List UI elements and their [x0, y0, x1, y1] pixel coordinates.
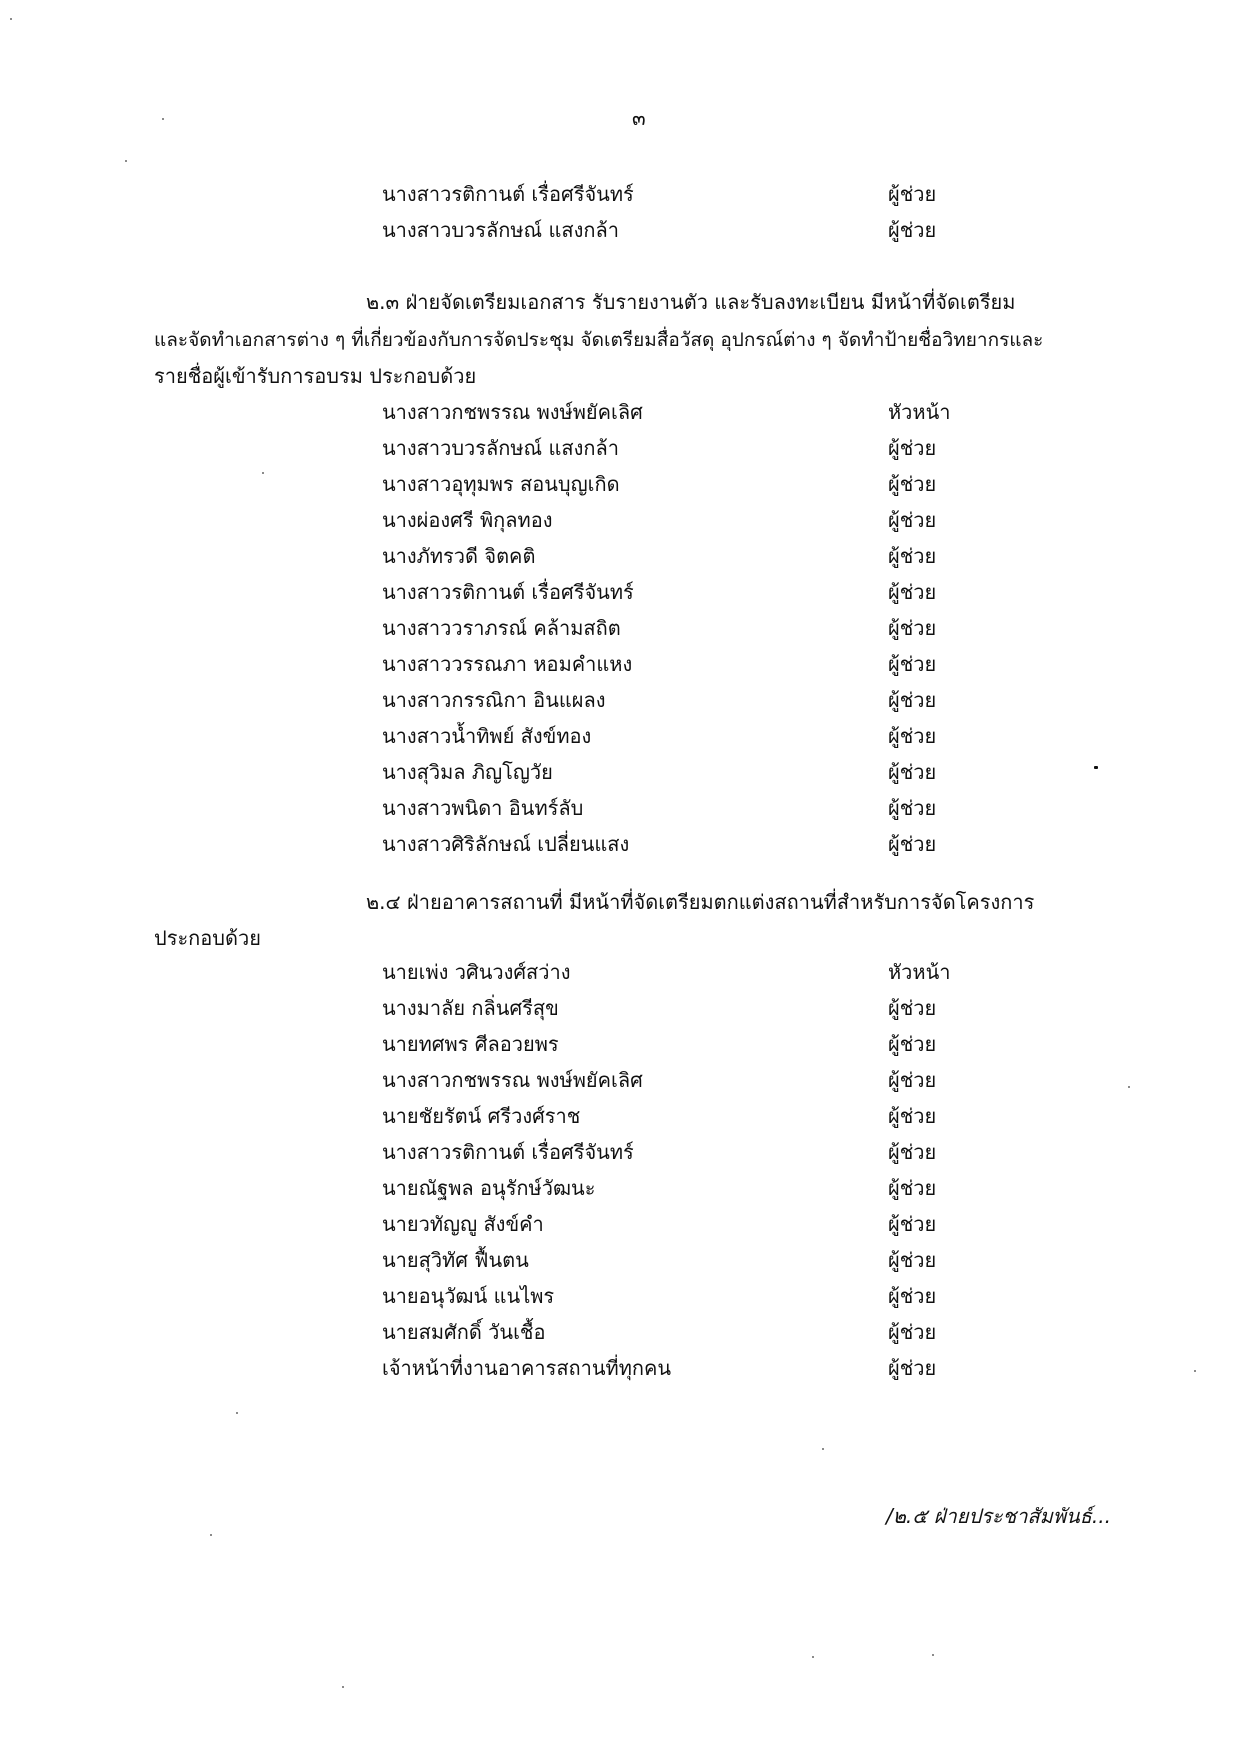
scan-speck	[1128, 1086, 1130, 1088]
member-name: นางสาวน้ำทิพย์ สังข์ทอง	[382, 724, 592, 748]
member-role: ผู้ช่วย	[888, 182, 937, 206]
member-name: นายทศพร ศีลอวยพร	[382, 1032, 559, 1056]
member-role: ผู้ช่วย	[888, 1212, 937, 1236]
member-name: นางสาวกชพรรณ พงษ์พยัคเลิศ	[382, 400, 643, 424]
member-role: ผู้ช่วย	[888, 1032, 937, 1056]
member-name: นางภัทรวดี จิตคติ	[382, 544, 536, 568]
member-role: ผู้ช่วย	[888, 508, 937, 532]
scan-speck	[262, 472, 264, 474]
member-role: ผู้ช่วย	[888, 436, 937, 460]
member-role: ผู้ช่วย	[888, 472, 937, 496]
member-role: ผู้ช่วย	[888, 724, 937, 748]
member-name: เจ้าหน้าที่งานอาคารสถานที่ทุกคน	[382, 1356, 672, 1380]
member-role: ผู้ช่วย	[888, 218, 937, 242]
member-name: นางสาววราภรณ์ คล้ามสถิต	[382, 616, 621, 640]
member-role: ผู้ช่วย	[888, 1248, 937, 1272]
scan-speck	[342, 1686, 344, 1688]
member-name: นางผ่องศรี พิกุลทอง	[382, 508, 553, 532]
member-name: นางสุวิมล ภิญโญวัย	[382, 760, 553, 784]
scan-speck	[932, 1654, 934, 1656]
member-name: นายเพ่ง วศินวงศ์สว่าง	[382, 960, 571, 984]
member-name: นางสาวรติกานต์ เรื่อศรีจันทร์	[382, 580, 634, 604]
section-heading: ๒.๓ ฝ่ายจัดเตรียมเอกสาร รับรายงานตัว และรับลงทะเบียน มีหน้าที่จัดเตรียม	[366, 290, 1016, 314]
member-name: นางสาวอุทุมพร สอนบุญเกิด	[382, 472, 620, 496]
member-name: นายสมศักดิ์ วันเชื้อ	[382, 1320, 546, 1344]
member-role: หัวหน้า	[888, 960, 951, 984]
scan-speck	[236, 1412, 238, 1414]
scan-speck	[162, 118, 164, 120]
member-name: นางสาวรติกานต์ เรื่อศรีจันทร์	[382, 182, 634, 206]
page-number: ๓	[632, 106, 646, 130]
member-role: ผู้ช่วย	[888, 760, 937, 784]
section-body: รายชื่อผู้เข้ารับการอบรม ประกอบด้วย	[154, 364, 477, 388]
member-name: นางสาวกรรณิกา อินแผลง	[382, 688, 606, 712]
member-role: ผู้ช่วย	[888, 1140, 937, 1164]
section-body: ประกอบด้วย	[154, 926, 261, 950]
member-name: นางมาลัย กลิ่นศรีสุข	[382, 996, 559, 1020]
scan-speck	[1094, 766, 1098, 769]
scan-speck	[210, 1534, 212, 1536]
member-role: ผู้ช่วย	[888, 580, 937, 604]
member-role: ผู้ช่วย	[888, 616, 937, 640]
member-role: ผู้ช่วย	[888, 1284, 937, 1308]
member-name: นางสาวบวรลักษณ์ แสงกล้า	[382, 218, 619, 242]
member-name: นายวทัญญู สังข์คำ	[382, 1212, 544, 1236]
section-body: และจัดทำเอกสารต่าง ๆ ที่เกี่ยวข้องกับการจัดประชุม จัดเตรียมสื่อวัสดุ อุปกรณ์ต่าง ๆ จัดทำป้ายชื่อวิทยากรและ	[154, 329, 1044, 351]
continuation-note: /๒.๕ ฝ่ายประชาสัมพันธ์...	[886, 1504, 1111, 1528]
member-name: นางสาวรติกานต์ เรื่อศรีจันทร์	[382, 1140, 634, 1164]
member-role: ผู้ช่วย	[888, 1068, 937, 1092]
member-name: นางสาววรรณภา หอมคำแหง	[382, 652, 633, 676]
member-name: นายอนุวัฒน์ แนไพร	[382, 1284, 555, 1308]
member-role: หัวหน้า	[888, 400, 951, 424]
member-role: ผู้ช่วย	[888, 832, 937, 856]
member-name: นางสาวกชพรรณ พงษ์พยัคเลิศ	[382, 1068, 643, 1092]
scan-speck	[1194, 1370, 1196, 1372]
member-role: ผู้ช่วย	[888, 796, 937, 820]
member-name: นางสาวศิริลักษณ์ เปลี่ยนแสง	[382, 832, 630, 856]
scan-speck	[125, 160, 127, 162]
section-heading: ๒.๔ ฝ่ายอาคารสถานที่ มีหน้าที่จัดเตรียมตกแต่งสถานที่สำหรับการจัดโครงการ	[366, 890, 1035, 914]
member-role: ผู้ช่วย	[888, 688, 937, 712]
member-role: ผู้ช่วย	[888, 1320, 937, 1344]
scan-speck	[10, 18, 12, 20]
member-role: ผู้ช่วย	[888, 1104, 937, 1128]
member-name: นางสาวบวรลักษณ์ แสงกล้า	[382, 436, 619, 460]
member-role: ผู้ช่วย	[888, 1356, 937, 1380]
member-role: ผู้ช่วย	[888, 1176, 937, 1200]
member-name: นายชัยรัตน์ ศรีวงศ์ราช	[382, 1104, 581, 1128]
member-role: ผู้ช่วย	[888, 544, 937, 568]
member-name: นายสุวิทัศ ฟื้นตน	[382, 1248, 529, 1272]
member-name: นางสาวพนิดา อินทร์ลับ	[382, 796, 584, 820]
scan-speck	[812, 1656, 814, 1658]
member-role: ผู้ช่วย	[888, 652, 937, 676]
member-name: นายณัฐพล อนุรักษ์วัฒนะ	[382, 1176, 596, 1200]
scan-speck	[822, 1448, 824, 1450]
member-role: ผู้ช่วย	[888, 996, 937, 1020]
